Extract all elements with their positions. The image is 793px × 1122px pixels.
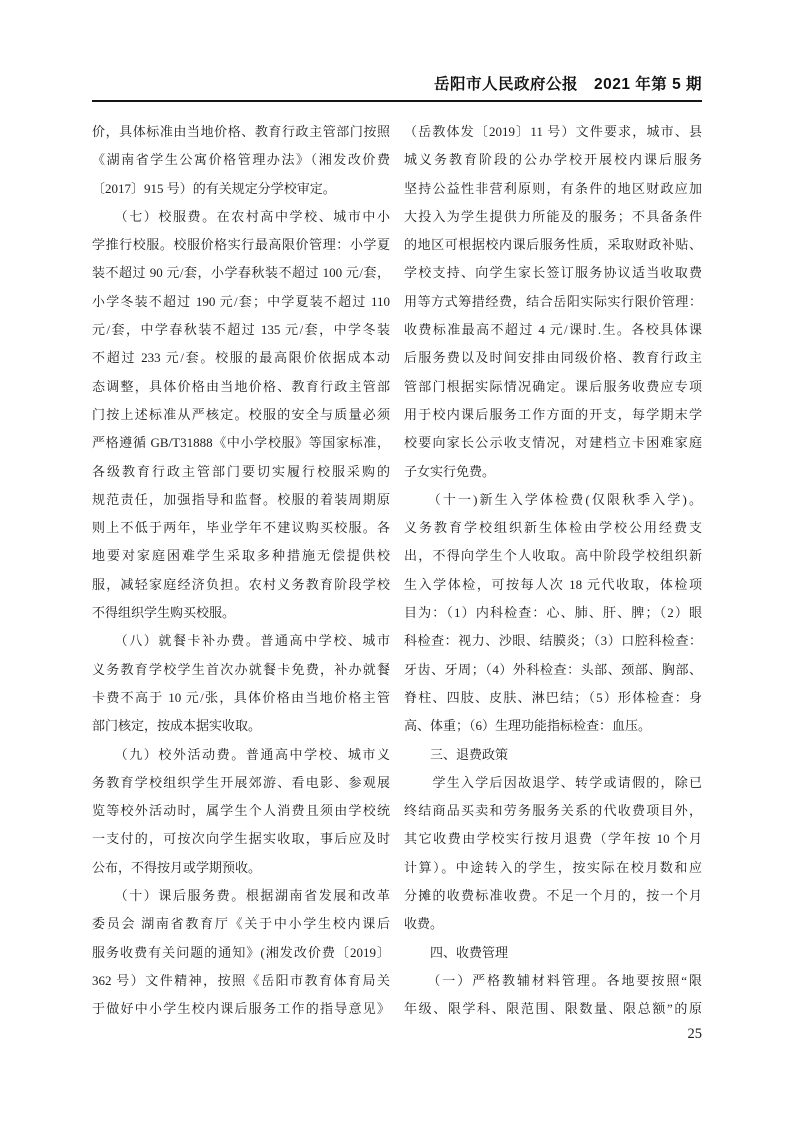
text-line: 大投入为学生提供力所能及的服务；不具备条件 (404, 208, 702, 224)
document-body (92, 118, 702, 1024)
text-line: 用等方式筹措经费，结合岳阳实际实行限价管理： (404, 293, 702, 309)
text-line: 用于校内课后服务工作方面的开支，每学期末学 (404, 406, 702, 422)
text-line: 科检查：视力、沙眼、结膜炎；（3）口腔科检查： (404, 633, 702, 649)
text-line: 公布，不得按月或学期预收。 (92, 859, 262, 875)
page-header-title: 岳阳市人民政府公报 2021 年第 5 期 (433, 76, 702, 93)
text-line: 管部门根据实际情况确定。课后服务收费应专项 (404, 378, 702, 394)
page-number: 25 (687, 1026, 702, 1042)
text-line: 装不超过 90 元/套，小学春秋装不超过 100 元/套， (92, 265, 390, 281)
text-line: 分摊的收费标准收费。不足一个月的，按一个月 (404, 888, 702, 904)
text-line: 学推行校服。校服价格实行最高限价管理：小学夏 (92, 237, 390, 253)
text-line: （九）校外活动费。普通高中学校、城市义 (92, 746, 390, 762)
text-line: 后服务费以及时间安排由同级价格、教育行政主 (404, 350, 702, 366)
text-line: 学生入学后因故退学、转学或请假的，除已 (404, 774, 702, 790)
text-line: 不超过 233 元/套。校服的最高限价依据成本动 (92, 350, 390, 366)
text-line: （一）严格教辅材料管理。各地要按照“限 (404, 972, 702, 988)
text-line: 城义务教育阶段的公办学校开展校内课后服务 (404, 152, 702, 168)
text-line: 服务收费有关问题的通知》(湘发改价费〔2019〕 (92, 944, 390, 960)
text-line: 收费标准最高不超过 4 元/课时.生。各校具体课 (404, 322, 702, 338)
text-line: 一支付的，可按次向学生据实收取，事后应及时 (92, 831, 390, 847)
text-line: 各级教育行政主管部门要切实履行校服采购的 (92, 463, 390, 479)
text-line: 务教育学校组织学生开展郊游、看电影、参观展 (92, 774, 390, 790)
text-line: 计算）。中途转入的学生，按实际在校月数和应 (404, 859, 702, 875)
text-line: 览等校外活动时，属学生个人消费且须由学校统 (92, 803, 390, 819)
right-column (404, 118, 702, 1024)
text-line: （十一)新生入学体检费(仅限秋季入学)。 (404, 491, 702, 507)
text-line: 委员会 湖南省教育厅《关于中小学生校内课后 (92, 916, 390, 932)
text-line: 严格遵循 GB/T31888《中小学校服》等国家标准， (92, 435, 390, 451)
text-line: 卡费不高于 10 元/张，具体价格由当地价格主管 (92, 689, 390, 705)
text-line: 的地区可根据校内课后服务性质，采取财政补贴、 (404, 237, 702, 253)
text-line: 则上不低于两年，毕业学年不建议购买校服。各 (92, 520, 390, 536)
text-line: 子女实行免费。 (404, 463, 496, 479)
text-line: 部门核定，按成本据实收取。 (92, 718, 262, 734)
text-line: 地要对家庭困难学生采取多种措施无偿提供校 (92, 548, 390, 564)
text-line: 于做好中小学生校内课后服务工作的指导意见》 (92, 1001, 390, 1017)
text-line: （八）就餐卡补办费。普通高中学校、城市 (92, 633, 390, 649)
text-line: 目为：（1）内科检查：心、肺、肝、脾；（2）眼 (404, 605, 702, 621)
text-line: 四、收费管理 (404, 944, 509, 960)
text-line: 义务教育学校组织新生体检由学校公用经费支 (404, 520, 702, 536)
text-line: 门按上述标准从严核定。校服的安全与质量必须 (92, 406, 390, 422)
text-line: 牙齿、牙周；（4）外科检查：头部、颈部、胸部、 (404, 661, 702, 677)
text-line: 小学冬装不超过 190 元/套；中学夏装不超过 110 (92, 293, 390, 309)
text-line: 〔2017〕915 号）的有关规定分学校审定。 (92, 180, 336, 196)
left-column (92, 118, 390, 1024)
text-line: （岳教体发〔2019〕11 号）文件要求，城市、县 (404, 124, 702, 139)
text-line: 出，不得向学生个人收取。高中阶段学校组织新 (404, 548, 702, 564)
text-line: （十）课后服务费。根据湖南省发展和改革 (92, 888, 390, 904)
text-line: 规范责任，加强指导和监督。校服的着装周期原 (92, 491, 390, 507)
text-line: 年级、限学科、限范围、限数量、限总额”的原 (404, 1001, 702, 1017)
text-line: （七）校服费。在农村高中学校、城市中小 (92, 208, 390, 224)
text-line: 三、退费政策 (404, 746, 509, 762)
text-line: 校要向家长公示收支情况，对建档立卡困难家庭 (404, 435, 702, 451)
text-line: 收费。 (404, 916, 444, 932)
text-line: 态调整，具体价格由当地价格、教育行政主管部 (92, 378, 390, 394)
text-line: 脊柱、四肢、皮肤、淋巴结；（5）形体检查：身 (404, 689, 702, 705)
text-line: 生入学体检，可按每人次 18 元代收取，体检项 (404, 576, 702, 592)
text-line: 《湖南省学生公寓价格管理办法》（湘发改价费 (92, 152, 390, 168)
text-line: 坚持公益性非营利原则，有条件的地区财政应加 (404, 180, 702, 196)
text-line: 不得组织学生购买校服。 (92, 605, 236, 621)
text-line: 学校支持、向学生家长签订服务协议适当收取费 (404, 265, 702, 281)
text-line: 价，具体标准由当地价格、教育行政主管部门按照 (92, 124, 390, 139)
text-line: 服，减轻家庭经济负担。农村义务教育阶段学校 (92, 576, 390, 592)
text-line: 终结商品买卖和劳务服务关系的代收费项目外， (404, 803, 702, 819)
text-line: 高、体重；（6）生理功能指标检查：血压。 (404, 718, 652, 734)
text-line: 其它收费由学校实行按月退费（学年按 10 个月 (404, 831, 702, 847)
text-line: 元/套，中学春秋装不超过 135 元/套，中学冬装 (92, 322, 390, 338)
text-line: 362 号）文件精神，按照《岳阳市教育体育局关 (92, 972, 390, 988)
text-line: 义务教育学校学生首次办就餐卡免费，补办就餐 (92, 661, 390, 677)
header-divider (92, 100, 702, 102)
